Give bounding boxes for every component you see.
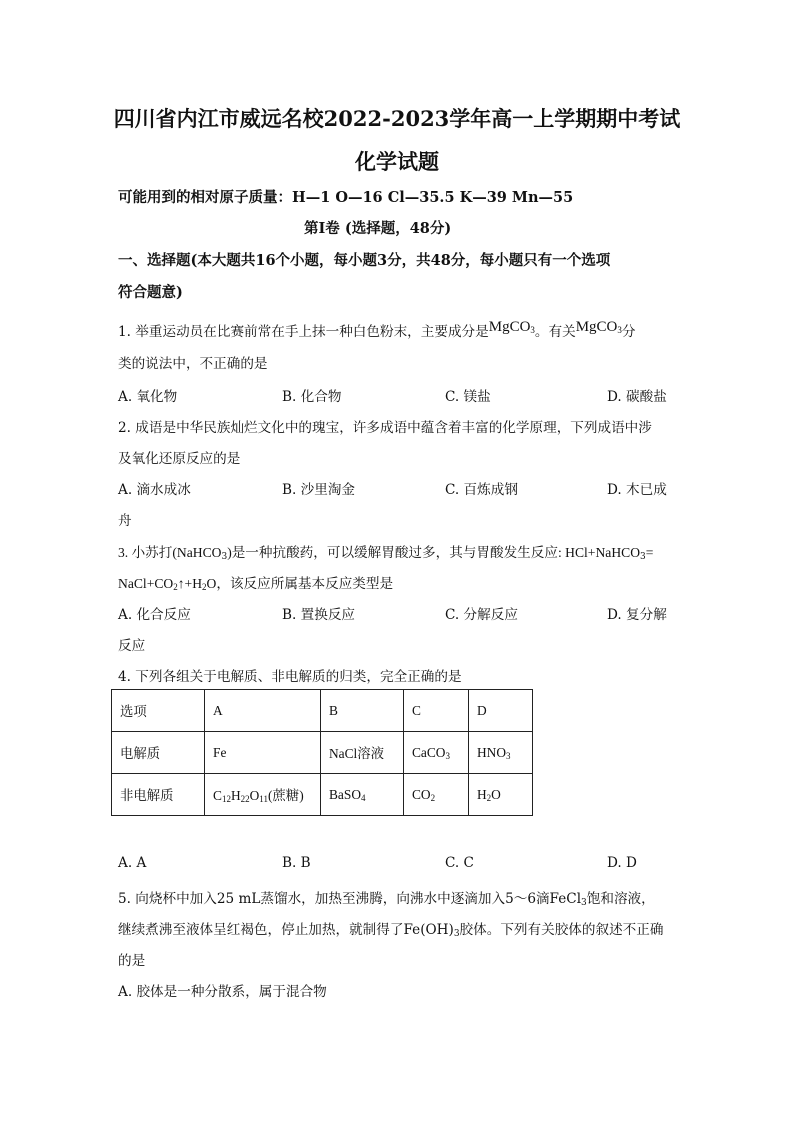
q5-line1-b: 饱和溶液， bbox=[586, 891, 655, 907]
question-3-line1 bbox=[118, 541, 653, 561]
q2-option-d[interactable]: D. 木已成 bbox=[607, 482, 667, 498]
q1-option-c[interactable]: C. 镁盐 bbox=[445, 389, 491, 405]
q5-line2-a: 继续煮沸至液体呈红褐色，停止加热，就制得了Fe(OH) bbox=[118, 922, 454, 938]
q3-sub-1: 3 bbox=[221, 552, 228, 562]
table-cell: CaCO$_3$ bbox=[404, 732, 469, 774]
q1-option-d[interactable]: D. 碳酸盐 bbox=[607, 389, 667, 405]
q3-option-d-wrap: 反应 bbox=[118, 638, 146, 654]
q3-option-d[interactable]: D. 复分解 bbox=[607, 607, 667, 623]
q3-option-a[interactable]: A. 化合反应 bbox=[118, 607, 191, 623]
q2-option-a[interactable]: A. 滴水成冰 bbox=[118, 482, 191, 498]
question-1-line2: 类的说法中，不正确的是 bbox=[118, 356, 268, 372]
question-1-line1 bbox=[118, 319, 635, 340]
q2-option-d-wrap: 舟 bbox=[118, 513, 132, 529]
q1-text-b: 。有关 bbox=[534, 324, 576, 340]
table-row bbox=[112, 732, 533, 774]
q3-option-b[interactable]: B. 置换反应 bbox=[282, 607, 356, 623]
question-2-line1: 2. 成语是中华民族灿烂文化中的瑰宝，许多成语中蕴含着丰富的化学原理，下列成语中涉 bbox=[118, 420, 652, 436]
q3-line2-b: ↑+H bbox=[177, 576, 203, 591]
part-heading: 第Ⅰ卷 (选择题，48分) bbox=[304, 220, 452, 237]
q2-option-c[interactable]: C. 百炼成钢 bbox=[445, 482, 518, 498]
q1-text-c: 分 bbox=[621, 324, 636, 340]
question-3-line2 bbox=[118, 572, 393, 592]
q3-sub-3: 2 bbox=[173, 582, 178, 592]
table-cell: C bbox=[404, 690, 469, 732]
q3-option-c[interactable]: C. 分解反应 bbox=[445, 607, 518, 623]
question-4-line1: 4. 下列各组关于电解质、非电解质的归类，完全正确的是 bbox=[118, 669, 462, 685]
table-cell: $C_{12}H_{22}O_{11}$(蔗糖) bbox=[205, 774, 321, 816]
q2-option-b[interactable]: B. 沙里淘金 bbox=[282, 482, 356, 498]
q3-text-c: = bbox=[645, 545, 654, 560]
table-cell: $H_2O$ bbox=[469, 774, 533, 816]
q5-line1-a: 5. 向烧杯中加入25 mL蒸馏水，加热至沸腾，向沸水中逐滴加入5～6滴FeCl bbox=[118, 891, 582, 907]
table-cell: 电解质 bbox=[112, 732, 205, 774]
question-2-line2: 及氧化还原反应的是 bbox=[118, 451, 241, 467]
table-cell: $CO_2$ bbox=[404, 774, 469, 816]
q1-formula-1: MgCO$_3$ bbox=[488, 319, 535, 335]
q4-option-c[interactable]: C. C bbox=[445, 855, 474, 871]
question-5-line1 bbox=[118, 887, 655, 907]
table-cell: 选项 bbox=[112, 690, 205, 732]
q1-formula-2: MgCO$_3$ bbox=[575, 319, 622, 335]
q3-text-a: 3. 小苏打(NaHCO bbox=[118, 545, 222, 560]
q4-option-d[interactable]: D. D bbox=[607, 855, 637, 871]
q3-line2-a: NaCl+CO bbox=[118, 576, 174, 591]
q4-option-a[interactable]: A. A bbox=[118, 855, 147, 871]
table-cell: NaCl溶液 bbox=[321, 732, 404, 774]
table-cell: A bbox=[205, 690, 321, 732]
table-cell: $HNO_3$ bbox=[469, 732, 533, 774]
q5-sub-1: 3 bbox=[581, 898, 587, 908]
question-5-line2 bbox=[118, 918, 663, 938]
q3-sub-2: 3 bbox=[640, 552, 646, 562]
table-cell: D bbox=[469, 690, 533, 732]
q5-option-a[interactable]: A. 胶体是一种分散系，属于混合物 bbox=[118, 984, 327, 1000]
table-row bbox=[112, 690, 533, 732]
classification-table bbox=[111, 689, 533, 816]
table-cell: Fe bbox=[205, 732, 321, 774]
q4-option-b[interactable]: B. B bbox=[282, 855, 311, 871]
table-cell: 非电解质 bbox=[112, 774, 205, 816]
q3-text-b: )是一种抗酸药，可以缓解胃酸过多，其与胃酸发生反应: HCl+NaHCO bbox=[227, 545, 641, 560]
table-row bbox=[112, 774, 533, 816]
q3-sub-4: 2 bbox=[202, 582, 207, 592]
q1-option-b[interactable]: B. 化合物 bbox=[282, 389, 342, 405]
atomic-masses: 可能用到的相对原子质量：H—1 O—16 Cl—35.5 K—39 Mn—55 bbox=[118, 189, 574, 206]
section-heading-line2: 符合题意) bbox=[118, 284, 183, 301]
q1-text-a: 1. 举重运动员在比赛前常在手上抹一种白色粉末，主要成分是 bbox=[118, 324, 489, 340]
question-5-line3: 的是 bbox=[118, 953, 146, 969]
exam-title: 四川省内江市威远名校2022-2023学年高一上学期期中考试 bbox=[113, 106, 681, 131]
section-heading-line1: 一、选择题(本大题共16个小题，每小题3分，共48分，每小题只有一个选项 bbox=[118, 252, 611, 269]
q1-option-a[interactable]: A. 氧化物 bbox=[118, 389, 178, 405]
q5-sub-2: 3 bbox=[453, 929, 460, 939]
table-cell: B bbox=[321, 690, 404, 732]
q3-line2-c: O，该反应所属基本反应类型是 bbox=[206, 576, 394, 591]
q5-line2-b: 胶体。下列有关胶体的叙述不正确 bbox=[459, 922, 664, 938]
exam-subtitle: 化学试题 bbox=[355, 149, 439, 174]
table-cell: BaSO$_4$ bbox=[321, 774, 404, 816]
